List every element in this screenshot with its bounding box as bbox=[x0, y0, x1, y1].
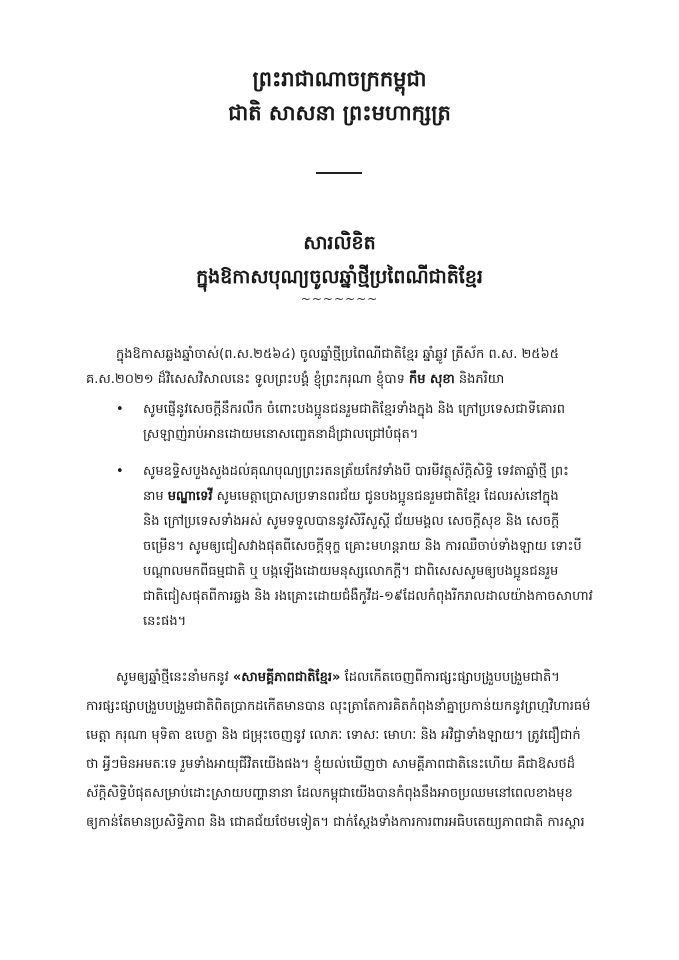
bullet-1-line-1: សូមផ្ញើនូវសេចក្ដីនឹករលឹក ចំពោះបងប្អូនជនរួមជាតិខ្មែរទាំងក្នុង និង ក្រៅប្រទេសជាទីគោរព bbox=[143, 402, 565, 417]
bullet-2-text: នាម bbox=[143, 489, 168, 504]
kingdom-heading: ព្រះរាជាណាចក្រកម្ពុជា bbox=[252, 67, 427, 91]
bullet-2-line-5: បណ្ដាលមកពីធម្មជាតិ ឬ បង្កឡើងដោយមនុស្សលោកក្ដី។ ជាពិសេសសូមឲ្យបងប្អូនជនរួម bbox=[143, 564, 559, 579]
bullet-2-line-6: ជាតិជៀសផុតពីការឆ្លង និង រងគ្រោះដោយជំងឺកូវីដ-១៩ដែលកំពុងរីករាលដាលយ៉ាងកាចសាហាវ bbox=[143, 589, 593, 604]
intro-text-end: និងភរិយា bbox=[454, 372, 505, 387]
bullet-2-line-4: ចម្រើន។ សូមឲ្យជៀសវាងផុតពីសេចក្ដីទុក្ខ គ្រោះមហន្តរាយ និង ការឈឺចាប់ទាំងឡាយ ទោះបី bbox=[143, 539, 582, 554]
intro-line-2 bbox=[86, 370, 504, 389]
para-line-4: ថា អ្វីៗមិនអមតៈទេ រួមទាំងអាយុជីវិតយើងផង។ ខ្ញុំយល់ឃើញថា សាមគ្គីភាពជាតិនេះហើយ គឺជាឱសថដ៏ bbox=[86, 757, 575, 772]
letter-subtitle: ក្នុងឱកាសបុណ្យចូលឆ្នាំថ្មីប្រពៃណីជាតិខ្មែរ bbox=[196, 266, 483, 288]
intro-line-1: ក្នុងឱកាសឆ្លងឆ្នាំចាស់(ព.ស.២៥៦៤) ចូលឆ្នាំថ្មីប្រពៃណីជាតិខ្មែរ ឆ្នាំឆ្លូវ ត្រីស័ក ព.ស. ២៥៦៥ bbox=[116, 347, 559, 362]
para-text-end: ដែលកើតចេញពីការផ្សះផ្សាបង្រួបបង្រួមជាតិ។ bbox=[340, 670, 560, 685]
para-line-1 bbox=[116, 668, 560, 687]
bullet-2-line-1: សូមឧទ្ទិសបួងសួងដល់គុណបុណ្យព្រះរតនត្រ័យកែវទាំងបី បារមីវត្ថុស័ក្តិសិទ្ធិ ទេវតាឆ្នាំថ្មី ព្រះ bbox=[143, 464, 569, 479]
unity-keyword: «សាមគ្គីភាពជាតិខ្មែរ» bbox=[232, 670, 341, 685]
para-line-6: ឲ្យកាន់តែមានប្រសិទ្ធិភាព និង ជោគជ័យថែមទៀត។ ជាក់ស្តែងទាំងការការពារអធិបតេយ្យភាពជាតិ ការស្តារ bbox=[86, 815, 585, 830]
bullet-2-line-7: នេះផង។ bbox=[143, 614, 187, 629]
bullet-2-marker: • bbox=[116, 464, 124, 479]
bullet-2-line-2 bbox=[143, 487, 559, 506]
bullet-1-marker: • bbox=[116, 402, 124, 417]
bullet-2-text-end: សូមមេត្តាប្រោសប្រទានពរជ័យ ជូនបងប្អូនជនរួមជាតិខ្មែរ ដែលរស់នៅក្នុង bbox=[212, 489, 559, 504]
title-ornament: ~~~~~~~ bbox=[300, 292, 379, 306]
deity-name: មណ្ឌាទេវី bbox=[167, 489, 213, 504]
bullet-2-line-3: និង ក្រៅប្រទេសទាំងអស់ សូមទទួលបាននូវសិរីសួស្ដី ជ័យមង្គល សេចក្ដីសុខ និង សេចក្ដី bbox=[143, 514, 560, 529]
para-line-3: មេត្តា ករុណា មុទិតា ឧបេក្ខា និង ជម្រុះចេញនូវ លោភៈ ទោសៈ មោហៈ និង អវិជ្ជាទាំងឡាយ។ ត្រូវជឿជាក់ bbox=[86, 728, 581, 743]
intro-text: គ.ស.២០២១ ដ៏វិសេសវិសាលនេះ ទូលព្រះបង្គំ ខ្ញុំព្រះករុណា ខ្ញុំបាទ bbox=[86, 372, 409, 387]
para-line-2: ការផ្សះផ្សាបង្រួបបង្រួមជាតិពិតប្រាកដកើតមានបាន លុះត្រាតែការគិតកំពុងនាំគ្នាប្រកាន់យកនូវព្រហ្មវិហារធម៌ bbox=[86, 699, 591, 714]
header-divider bbox=[316, 172, 362, 174]
para-text: សូមឲ្យឆ្នាំថ្មីនេះនាំមកនូវ bbox=[116, 670, 233, 685]
motto-heading: ជាតិ សាសនា ព្រះមហាក្សត្រ bbox=[228, 101, 451, 125]
para-line-5: ស័ក្តិសិទ្ធិបំផុតសម្រាប់ដោះស្រាយបញ្ហានានា ដែលកម្ពុជាយើងបានកំពុងនឹងអាចប្រឈមនៅពេលខាងមុខ bbox=[86, 786, 573, 801]
bullet-1-line-2: ស្រឡាញ់រាប់អានដោយមនោសញ្ចេតនាដ៏ជ្រាលជ្រៅបំផុត។ bbox=[143, 427, 419, 442]
author-name: កឹម សុខា bbox=[408, 372, 455, 387]
letter-title: សារលិខិត bbox=[303, 232, 376, 254]
